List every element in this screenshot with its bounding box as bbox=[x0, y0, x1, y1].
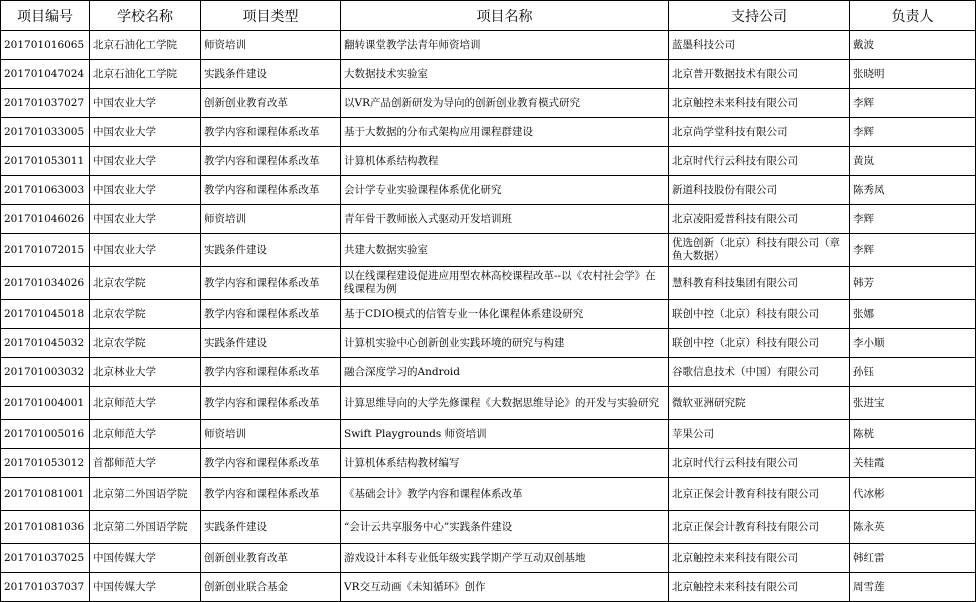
school-cell: 中国传媒大学 bbox=[90, 573, 201, 602]
project-type-cell: 创新创业教育改革 bbox=[201, 89, 341, 118]
project-name-cell: 计算机体系结构教程 bbox=[341, 147, 669, 176]
company-cell: 北京正保会计教育科技有限公司 bbox=[669, 511, 850, 544]
project-type-cell: 教学内容和课程体系改革 bbox=[201, 267, 341, 300]
project-type-cell: 实践条件建设 bbox=[201, 329, 341, 358]
school-cell: 北京石油化工学院 bbox=[90, 60, 201, 89]
lead-cell: 李辉 bbox=[850, 234, 976, 267]
project-type-cell: 教学内容和课程体系改革 bbox=[201, 118, 341, 147]
company-cell: 新道科技股份有限公司 bbox=[669, 176, 850, 205]
school-cell: 首都师范大学 bbox=[90, 449, 201, 478]
project-name-cell: 共建大数据实验室 bbox=[341, 234, 669, 267]
project-type-cell: 教学内容和课程体系改革 bbox=[201, 147, 341, 176]
school-cell: 中国农业大学 bbox=[90, 234, 201, 267]
school-cell: 中国农业大学 bbox=[90, 89, 201, 118]
table-row bbox=[1, 329, 976, 358]
lead-cell: 韩芳 bbox=[850, 267, 976, 300]
school-cell: 北京第二外国语学院 bbox=[90, 511, 201, 544]
table-row bbox=[1, 118, 976, 147]
school-cell: 北京第二外国语学院 bbox=[90, 478, 201, 511]
lead-cell: 陈永英 bbox=[850, 511, 976, 544]
school-cell: 中国农业大学 bbox=[90, 118, 201, 147]
header-project-name: 项目名称 bbox=[341, 1, 669, 31]
project-name-cell: 计算思维导向的大学先修课程《大数据思维导论》的开发与实验研究 bbox=[341, 387, 669, 420]
project-name-cell: VR交互动画《未知循环》创作 bbox=[341, 573, 669, 602]
school-cell: 中国农业大学 bbox=[90, 205, 201, 234]
project-name-cell: 融合深度学习的Android bbox=[341, 358, 669, 387]
table-row bbox=[1, 573, 976, 602]
project-type-cell: 教学内容和课程体系改革 bbox=[201, 358, 341, 387]
project-name-cell: 以VR产品创新研发为导向的创新创业教育模式研究 bbox=[341, 89, 669, 118]
project-id-cell: 201701072015 bbox=[1, 234, 90, 267]
lead-cell: 李小顺 bbox=[850, 329, 976, 358]
project-id-cell: 201701033005 bbox=[1, 118, 90, 147]
school-cell: 北京农学院 bbox=[90, 329, 201, 358]
table-row bbox=[1, 205, 976, 234]
table-row bbox=[1, 420, 976, 449]
project-name-cell: 以在线课程建设促进应用型农林高校课程改革--以《农村社会学》在线课程为例 bbox=[341, 267, 669, 300]
project-type-cell: 师资培训 bbox=[201, 420, 341, 449]
lead-cell: 李辉 bbox=[850, 205, 976, 234]
project-id-cell: 201701016065 bbox=[1, 31, 90, 60]
project-id-cell: 201701037027 bbox=[1, 89, 90, 118]
company-cell: 蓝墨科技公司 bbox=[669, 31, 850, 60]
project-type-cell: 师资培训 bbox=[201, 205, 341, 234]
table-row bbox=[1, 60, 976, 89]
company-cell: 北京触控未来科技有限公司 bbox=[669, 89, 850, 118]
project-type-cell: 实践条件建设 bbox=[201, 60, 341, 89]
table-row bbox=[1, 358, 976, 387]
project-name-cell: 《基础会计》教学内容和课程体系改革 bbox=[341, 478, 669, 511]
header-project-type: 项目类型 bbox=[201, 1, 341, 31]
company-cell: 北京凌阳爱普科技有限公司 bbox=[669, 205, 850, 234]
project-name-cell: 基于CDIO模式的信管专业一体化课程体系建设研究 bbox=[341, 300, 669, 329]
project-name-cell: 游戏设计本科专业低年级实践学期产学互动双创基地 bbox=[341, 544, 669, 573]
project-name-cell: Swift Playgrounds 师资培训 bbox=[341, 420, 669, 449]
project-type-cell: 教学内容和课程体系改革 bbox=[201, 449, 341, 478]
project-type-cell: 教学内容和课程体系改革 bbox=[201, 478, 341, 511]
school-cell: 中国农业大学 bbox=[90, 176, 201, 205]
company-cell: 慧科教育科技集团有限公司 bbox=[669, 267, 850, 300]
project-name-cell: 计算机体系结构教材编写 bbox=[341, 449, 669, 478]
school-cell: 中国传媒大学 bbox=[90, 544, 201, 573]
lead-cell: 陈秀凤 bbox=[850, 176, 976, 205]
header-row bbox=[1, 1, 976, 31]
table-row bbox=[1, 31, 976, 60]
project-name-cell: 翻转课堂教学法青年师资培训 bbox=[341, 31, 669, 60]
school-cell: 北京石油化工学院 bbox=[90, 31, 201, 60]
lead-cell: 李辉 bbox=[850, 89, 976, 118]
header-project-id: 项目编号 bbox=[1, 1, 90, 31]
project-name-cell: 青年骨干教师嵌入式驱动开发培训班 bbox=[341, 205, 669, 234]
project-name-cell: “会计云共享服务中心”实践条件建设 bbox=[341, 511, 669, 544]
company-cell: 联创中控（北京）科技有限公司 bbox=[669, 300, 850, 329]
project-id-cell: 201701081036 bbox=[1, 511, 90, 544]
company-cell: 谷歌信息技术（中国）有限公司 bbox=[669, 358, 850, 387]
project-type-cell: 教学内容和课程体系改革 bbox=[201, 176, 341, 205]
table-row bbox=[1, 300, 976, 329]
company-cell: 北京正保会计教育科技有限公司 bbox=[669, 478, 850, 511]
project-type-cell: 教学内容和课程体系改革 bbox=[201, 387, 341, 420]
company-cell: 优选创新（北京）科技有限公司（章鱼大数据） bbox=[669, 234, 850, 267]
project-id-cell: 201701053012 bbox=[1, 449, 90, 478]
school-cell: 北京师范大学 bbox=[90, 420, 201, 449]
table-row bbox=[1, 387, 976, 420]
lead-cell: 张娜 bbox=[850, 300, 976, 329]
project-id-cell: 201701053011 bbox=[1, 147, 90, 176]
project-id-cell: 201701045018 bbox=[1, 300, 90, 329]
lead-cell: 陈桄 bbox=[850, 420, 976, 449]
project-type-cell: 教学内容和课程体系改革 bbox=[201, 300, 341, 329]
project-id-cell: 201701046026 bbox=[1, 205, 90, 234]
header-company: 支持公司 bbox=[669, 1, 850, 31]
school-cell: 北京农学院 bbox=[90, 300, 201, 329]
project-id-cell: 201701037037 bbox=[1, 573, 90, 602]
table-row bbox=[1, 176, 976, 205]
table-row bbox=[1, 89, 976, 118]
company-cell: 北京触控未来科技有限公司 bbox=[669, 544, 850, 573]
company-cell: 微软亚洲研究院 bbox=[669, 387, 850, 420]
table-row bbox=[1, 478, 976, 511]
project-id-cell: 201701004001 bbox=[1, 387, 90, 420]
project-name-cell: 会计学专业实验课程体系优化研究 bbox=[341, 176, 669, 205]
project-id-cell: 201701005016 bbox=[1, 420, 90, 449]
lead-cell: 戴波 bbox=[850, 31, 976, 60]
project-id-cell: 201701034026 bbox=[1, 267, 90, 300]
table-row bbox=[1, 267, 976, 300]
project-type-cell: 师资培训 bbox=[201, 31, 341, 60]
school-cell: 中国农业大学 bbox=[90, 147, 201, 176]
project-name-cell: 计算机实验中心创新创业实践环境的研究与构建 bbox=[341, 329, 669, 358]
project-id-cell: 201701047024 bbox=[1, 60, 90, 89]
project-id-cell: 201701063003 bbox=[1, 176, 90, 205]
company-cell: 北京尚学堂科技有限公司 bbox=[669, 118, 850, 147]
header-lead: 负责人 bbox=[850, 1, 976, 31]
table-row bbox=[1, 234, 976, 267]
lead-cell: 李辉 bbox=[850, 118, 976, 147]
company-cell: 北京普开数据技术有限公司 bbox=[669, 60, 850, 89]
project-id-cell: 201701037025 bbox=[1, 544, 90, 573]
company-cell: 北京触控未来科技有限公司 bbox=[669, 573, 850, 602]
table-row bbox=[1, 147, 976, 176]
lead-cell: 韩红雷 bbox=[850, 544, 976, 573]
company-cell: 北京时代行云科技有限公司 bbox=[669, 147, 850, 176]
lead-cell: 黄岚 bbox=[850, 147, 976, 176]
company-cell: 联创中控（北京）科技有限公司 bbox=[669, 329, 850, 358]
header-school: 学校名称 bbox=[90, 1, 201, 31]
project-id-cell: 201701045032 bbox=[1, 329, 90, 358]
project-id-cell: 201701081001 bbox=[1, 478, 90, 511]
school-cell: 北京林业大学 bbox=[90, 358, 201, 387]
project-name-cell: 基于大数据的分布式架构应用课程群建设 bbox=[341, 118, 669, 147]
lead-cell: 张进宝 bbox=[850, 387, 976, 420]
table-row bbox=[1, 449, 976, 478]
lead-cell: 孙钰 bbox=[850, 358, 976, 387]
lead-cell: 周雪莲 bbox=[850, 573, 976, 602]
project-type-cell: 创新创业联合基金 bbox=[201, 573, 341, 602]
table-row bbox=[1, 544, 976, 573]
project-type-cell: 实践条件建设 bbox=[201, 511, 341, 544]
project-type-cell: 实践条件建设 bbox=[201, 234, 341, 267]
table-row bbox=[1, 511, 976, 544]
project-id-cell: 201701003032 bbox=[1, 358, 90, 387]
school-cell: 北京农学院 bbox=[90, 267, 201, 300]
company-cell: 北京时代行云科技有限公司 bbox=[669, 449, 850, 478]
school-cell: 北京师范大学 bbox=[90, 387, 201, 420]
lead-cell: 代冰彬 bbox=[850, 478, 976, 511]
project-type-cell: 创新创业教育改革 bbox=[201, 544, 341, 573]
project-name-cell: 大数据技术实验室 bbox=[341, 60, 669, 89]
company-cell: 苹果公司 bbox=[669, 420, 850, 449]
lead-cell: 张晓明 bbox=[850, 60, 976, 89]
lead-cell: 关桂霞 bbox=[850, 449, 976, 478]
